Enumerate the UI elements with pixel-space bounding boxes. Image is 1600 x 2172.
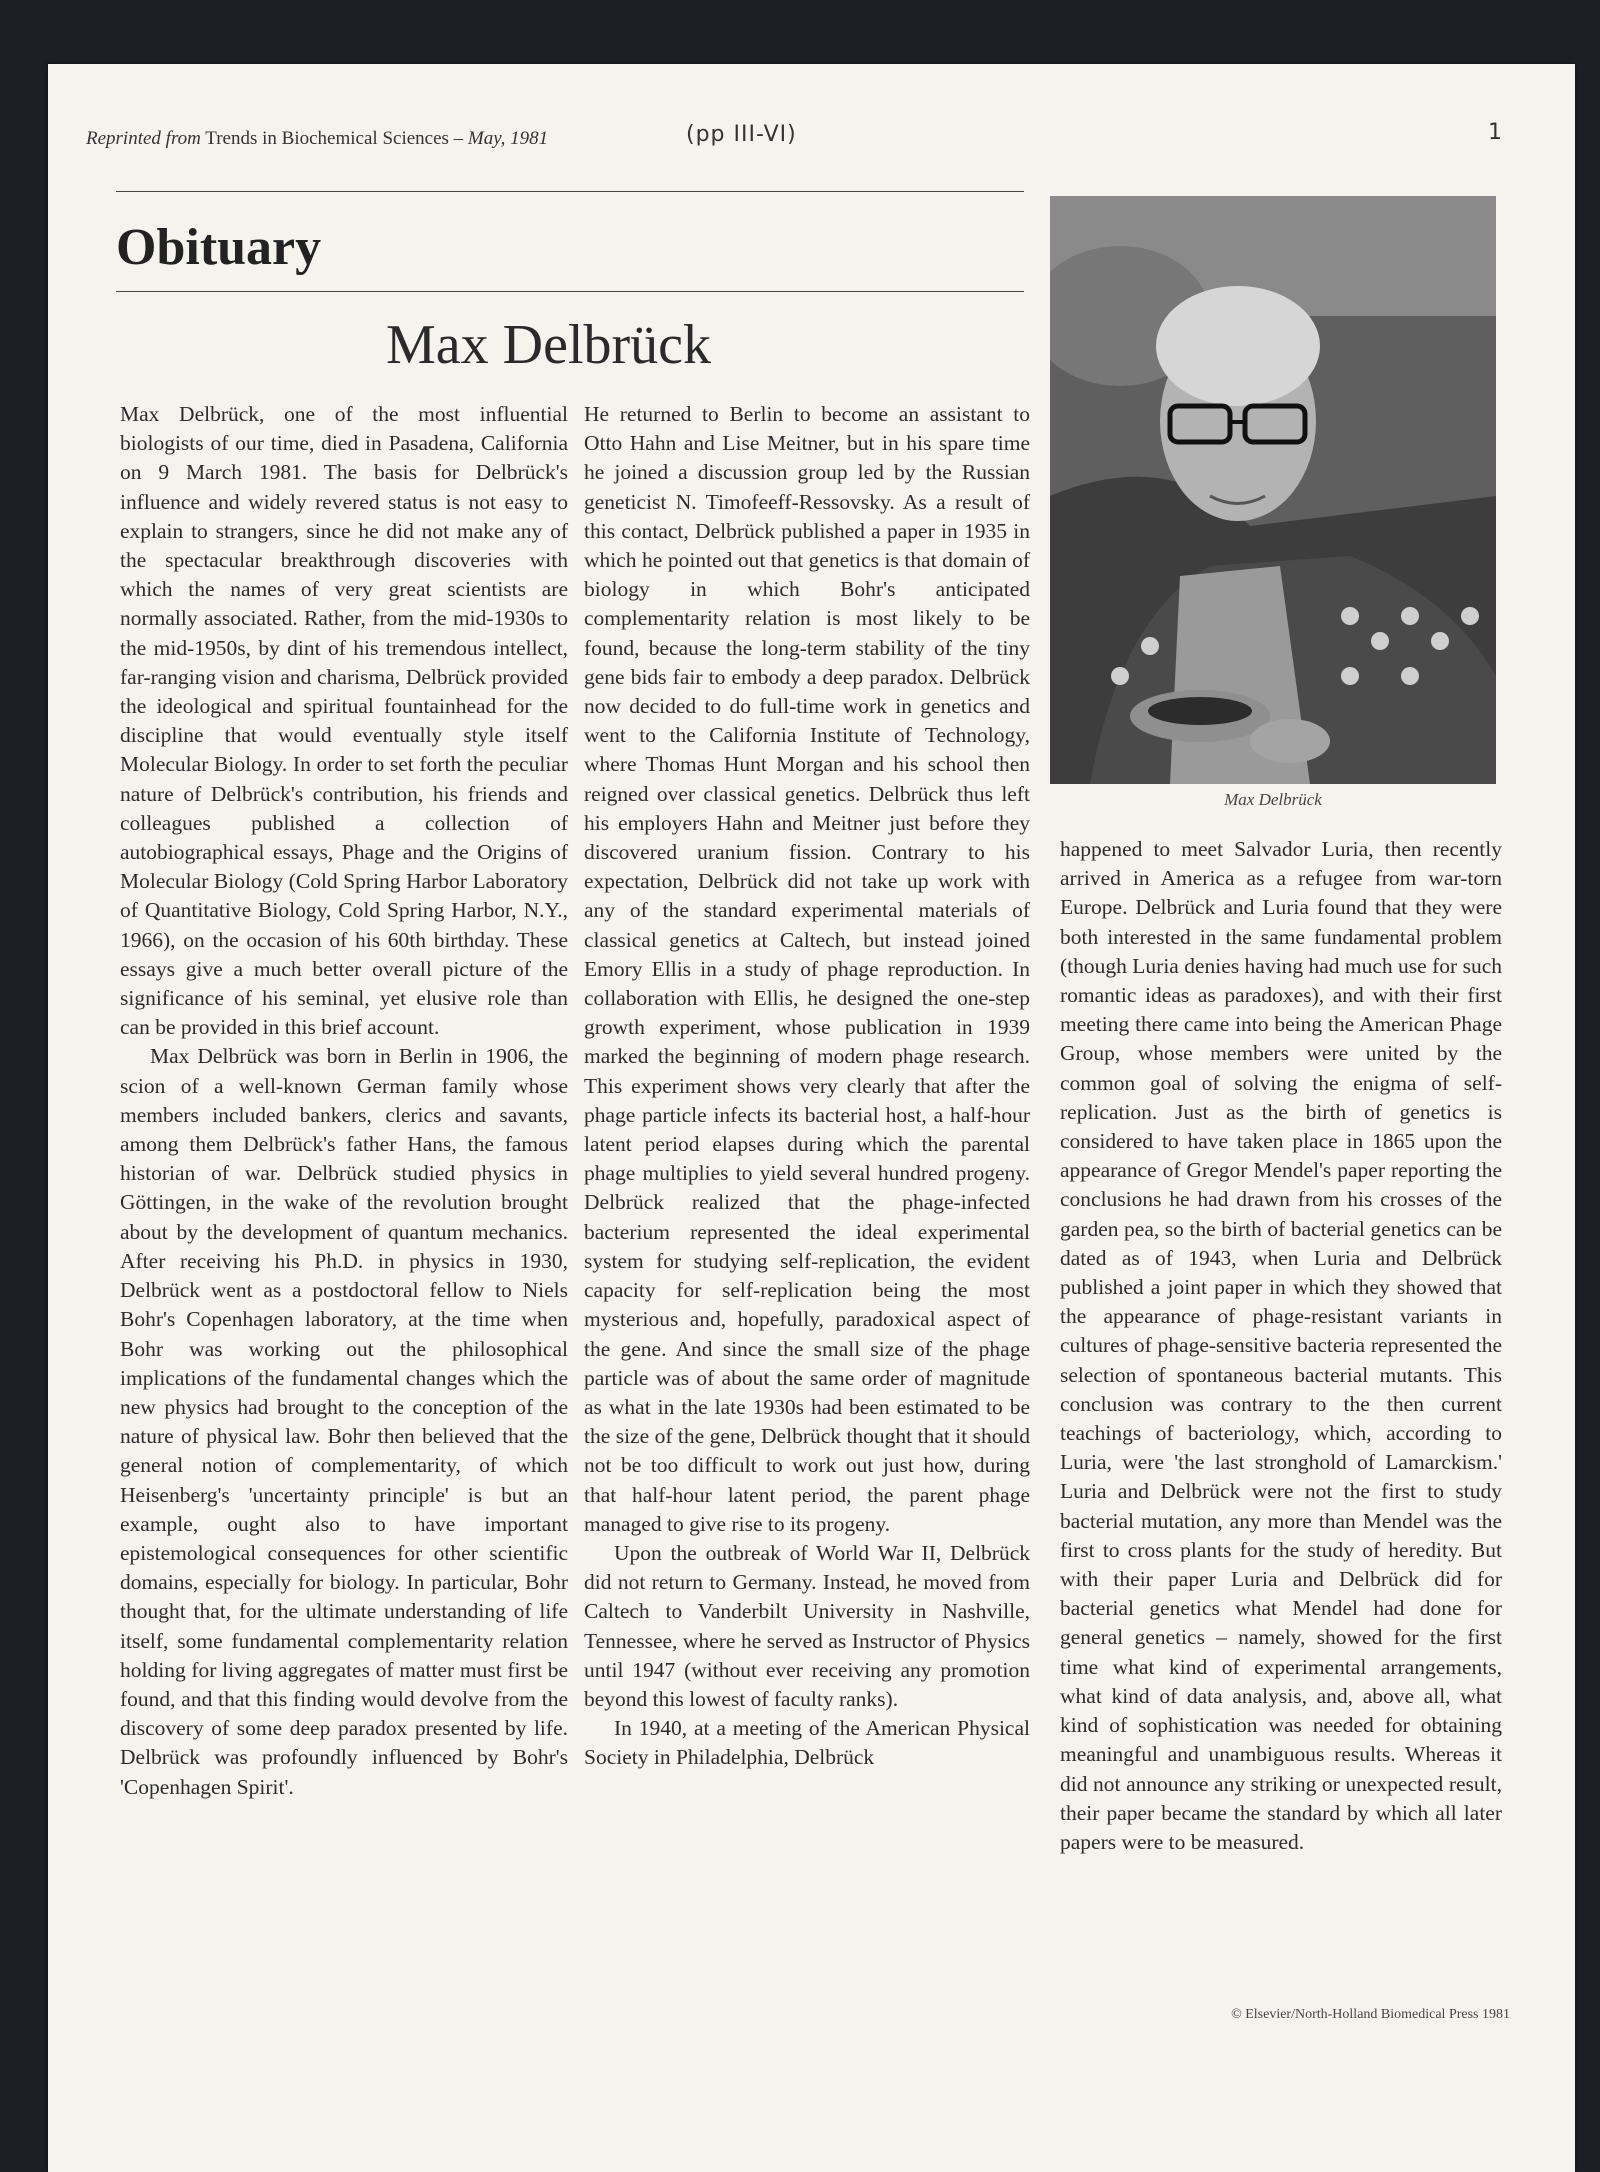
portrait-photo — [1050, 196, 1496, 784]
title-rule — [116, 291, 1024, 292]
article-column-1 — [120, 400, 568, 1802]
paragraph: Max Delbrück, one of the most influential biologists of our time, died in Pasadena, California on 9 March 1981. The basis for Delbrück's influence and widely revered status is not easy to explain to strangers, since he did not make any of the spectacular breakthrough discoveries with which the names of very great scientists are normally associated. Rather, from the mid-1930s to the mid-1950s, by dint of his tremendous intellect, far-ranging vision and charisma, Delbrück provided the ideological and spiritual fountainhead for the discipline that would eventually style itself Molecular Biology. In order to set forth the peculiar nature of Delbrück's contribution, his friends and colleagues published a collection of autobiographical essays, Phage and the Origins of Molecular Biology (Cold Spring Harbor Laboratory of Quantitative Biology, Cold Spring Harbor, N.Y., 1966), on the occasion of his 60th birthday. These essays give a much better overall picture of the significance of his seminal, yet elusive role than can be provided in this brief account. — [120, 402, 568, 1040]
paragraph: Upon the outbreak of World War II, Delbrück did not return to Germany. Instead, he moved from Caltech to Vanderbilt University in Nashville, Tennessee, where he served as Instructor of Physics until 1947 (without ever receiving any promotion beyond this lowest of faculty ranks). — [584, 1540, 1030, 1711]
paragraph: Max Delbrück was born in Berlin in 1906, the scion of a well-known German family whose members included bankers, clerics and savants, among them Delbrück's father Hans, the famous historian of war. Delbrück studied physics in Göttingen, in the wake of the revolution brought about by the development of quantum mechanics. After receiving his Ph.D. in physics in 1930, Delbrück went as a postdoctoral fellow to Niels Bohr's Copenhagen laboratory, at the time when Bohr was working out the philosophical implications of the fundamental changes which the new physics had brought to the conception of the nature of physical law. Bohr then believed that the general notion of complementarity, of which Heisenberg's 'uncertainty principle' is but an example, ought also to have important epistemological consequences for other scientific domains, especially for biology. In particular, Bohr thought that, for the ultimate understanding of life itself, some fundamental complementarity relation holding for living aggregates of matter must first be found, and that this finding would devolve from the discovery of some deep paradox presented by life. Delbrück was profoundly influenced by Bohr's 'Copenhagen Spirit'. — [120, 1044, 568, 1799]
top-rule — [116, 191, 1024, 192]
reprint-header — [86, 128, 548, 150]
issue-date: – May, 1981 — [453, 128, 549, 149]
copyright-notice: © Elsevier/North-Holland Biomedical Press 1981 — [1231, 2007, 1510, 2022]
journal-name: Trends in Biochemical Sciences — [205, 128, 449, 149]
reprinted-prefix: Reprinted from — [86, 128, 201, 149]
article-column-2 — [584, 400, 1030, 1773]
section-title: Obituary — [116, 219, 322, 276]
paragraph: He returned to Berlin to become an assistant to Otto Hahn and Lise Meitner, but in his spare time he joined a discussion group led by the Russian geneticist N. Timofeeff-Ressovsky. As a result of this contact, Delbrück published a paper in 1935 in which he pointed out that genetics is that domain of biology in which Bohr's anticipated complementarity relation is most likely to be found, because the long-term stability of the tiny gene bids fair to embody a deep paradox. Delbrück now decided to do full-time work in genetics and went to the California Institute of Technology, where Thomas Hunt Morgan and his school then reigned over classical genetics. Delbrück thus left his employers Hahn and Meitner just before they discovered uranium fission. Contrary to his expectation, Delbrück did not take up work with any of the standard experimental materials of classical genetics at Caltech, but instead joined Emory Ellis in a study of phage reproduction. In collaboration with Ellis, he designed the one-step growth experiment, whose publication in 1939 marked the beginning of modern phage research. This experiment shows very clearly that after the phage particle infects its bacterial host, a half-hour latent period elapses during which the parental phage multiplies to yield several hundred progeny. Delbrück realized that the phage-infected bacterium represented the ideal experimental system for studying self-replication, the evident capacity for self-replication being the most mysterious and, hopefully, paradoxical aspect of the gene. And since the small size of the phage particle was of about the same order of magnitude as what in the late 1930s had been estimated to be the size of the gene, Delbrück thought that it should not be too difficult to work out just how, during that half-hour latent period, the parent phage managed to give rise to its progeny. — [584, 402, 1030, 1536]
portrait-image — [1050, 196, 1496, 784]
page-number: 1 — [1488, 120, 1502, 145]
paragraph: In 1940, at a meeting of the American Physical Society in Philadelphia, Delbrück — [584, 1716, 1030, 1770]
photo-caption: Max Delbrück — [1224, 790, 1322, 809]
article-title: Max Delbrück — [386, 314, 712, 376]
paragraph: happened to meet Salvador Luria, then recently arrived in America as a refugee from war-torn Europe. Delbrück and Luria found that they were both interested in the same fundamental problem (though Luria denies having had much use for such romantic ideas as paradoxes), and with their first meeting there came into being the American Phage Group, whose members were united by the common goal of solving the enigma of self-replication. Just as the birth of genetics is considered to have taken place in 1865 upon the appearance of Gregor Mendel's paper reporting the conclusions he had drawn from his crosses of the garden pea, so the birth of bacterial genetics can be dated as of 1943, when Luria and Delbrück published a joint paper in which they showed that the appearance of phage-resistant variants in cultures of phage-sensitive bacteria represented the selection of spontaneous bacterial mutants. This conclusion was contrary to the then current teachings of bacteriology, which, according to Luria, were 'the last stronghold of Lamarckism.' Luria and Delbrück were not the first to study bacterial mutation, any more than Mendel was the first to cross plants for the study of heredity. But with their paper Luria and Delbrück did for bacterial genetics what Mendel had done for general genetics – namely, showed for the first time what kind of experimental arrangements, what kind of data analysis, and, above all, what kind of sophistication was needed for obtaining meaningful and unambiguous results. Whereas it did not announce any striking or unexpected result, their paper became the standard by which all later papers were to be measured. — [1060, 837, 1502, 1854]
handwritten-page-range: (pp III-VI) — [686, 122, 797, 147]
article-column-3 — [1060, 835, 1502, 1857]
